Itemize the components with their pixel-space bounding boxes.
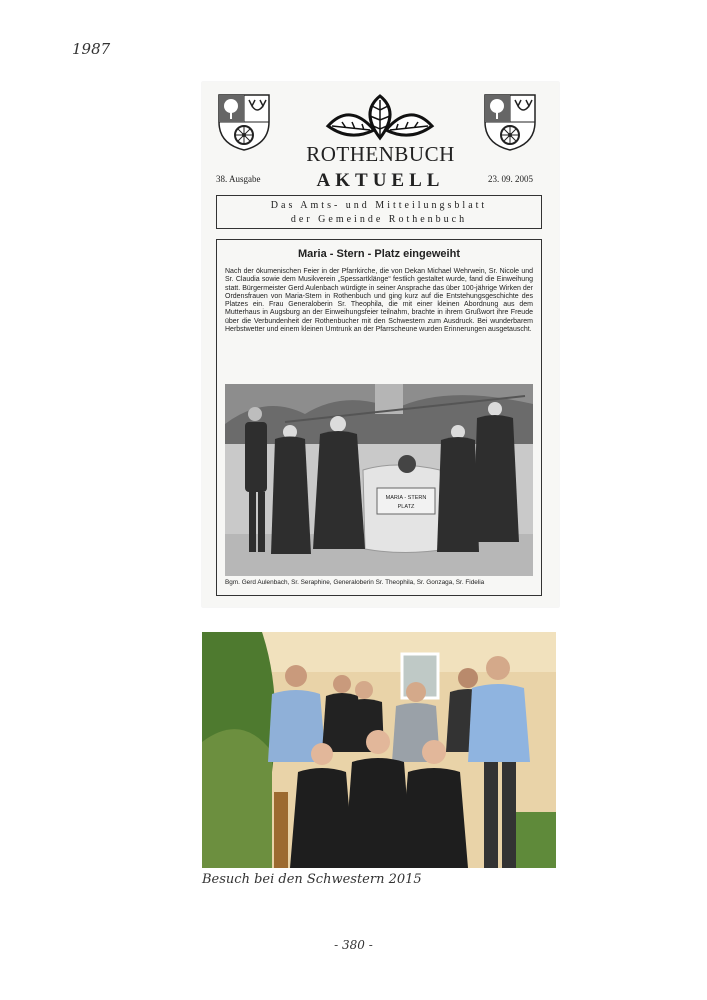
tagline-box bbox=[216, 195, 542, 229]
tagline-line1: Das Amts- und Mitteilungsblatt bbox=[270, 200, 488, 211]
year-note: 1987 bbox=[72, 40, 111, 58]
page-number: - 380 - bbox=[334, 938, 373, 952]
issue-number: 38. Ausgabe bbox=[216, 174, 261, 184]
group-photo-2015 bbox=[202, 632, 556, 868]
newspaper-clipping bbox=[202, 82, 559, 607]
article-photo bbox=[225, 384, 533, 576]
masthead-title: ROTHENBUCH bbox=[306, 142, 455, 166]
article-photo-caption: Bgm. Gerd Aulenbach, Sr. Seraphine, Generaloberin Sr. Theophila, Sr. Gonzaga, Sr. Fidelia bbox=[225, 579, 485, 586]
beech-leaves-logo-icon bbox=[320, 92, 440, 144]
photo-caption-2015: Besuch bei den Schwestern 2015 bbox=[202, 872, 422, 887]
article-box bbox=[216, 239, 542, 596]
plaque-line1: MARIA - STERN bbox=[385, 495, 427, 501]
masthead-subtitle: AKTUELL bbox=[316, 170, 445, 191]
plaque bbox=[377, 488, 435, 514]
tagline-line2: der Gemeinde Rothenbuch bbox=[290, 214, 468, 225]
plaque-line2: PLATZ bbox=[397, 504, 415, 510]
article-headline: Maria - Stern - Platz eingeweiht bbox=[298, 248, 460, 260]
article-body: Nach der ökumenischen Feier in der Pfarrkirche, die von Dekan Michael Wehrwein, Sr. Nicole und Sr. Claudia sowie dem Musikverein „Spessartklänge“ festlich gestaltet wurde, fand die Einweihung statt. Bürgermeister Gerd Aulenbach würdigte in seiner Ansprache das über 100-jährige Wirken der Ordensfrauen von Maria-Stern in Rothenbuch und ging kurz auf die Entstehungsgeschichte des Platzes ein. Frau Generaloberin Sr. Theophila, die mit einer kleinen Abordnung aus dem Mutterhaus in Augsburg an der Einweihungsfeier teilnahm, brachte in ihrem Grußwort ihre Freude über die Verbundenheit der Rothenbucher mit den Schwestern zum Ausdruck. Bei wunderbarem Herbstwetter und einem kleinen Umtrunk an der Pfarrscheune wurden Erinnerungen ausgetauscht. bbox=[225, 268, 533, 334]
issue-date: 23. 09. 2005 bbox=[488, 174, 533, 184]
